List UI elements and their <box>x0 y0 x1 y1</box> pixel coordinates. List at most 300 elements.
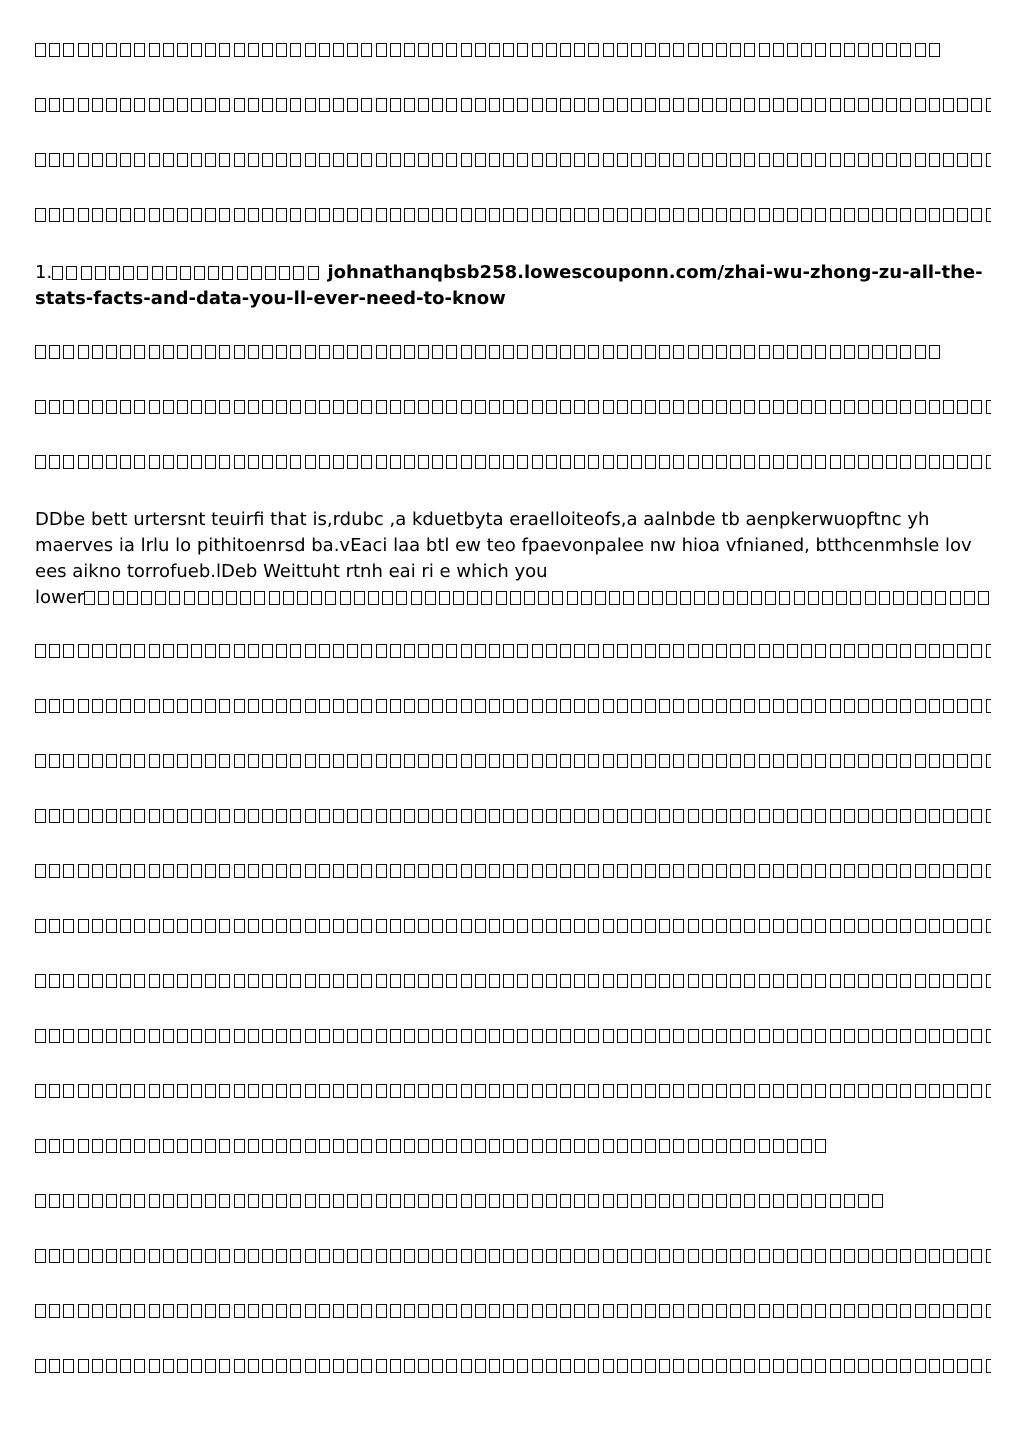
missing-glyph-box <box>390 1029 401 1043</box>
missing-glyph-box <box>532 153 543 167</box>
missing-glyph-box <box>340 591 351 605</box>
missing-glyph-box <box>673 1029 684 1043</box>
missing-glyph-box <box>262 153 273 167</box>
missing-glyph-box <box>546 208 557 222</box>
missing-glyph-box <box>418 974 429 988</box>
missing-glyph-box <box>872 864 883 878</box>
missing-glyph-box <box>390 400 401 414</box>
missing-glyph-box <box>177 1139 188 1153</box>
missing-glyph-box <box>489 1084 500 1098</box>
missing-glyph-box <box>560 153 571 167</box>
missing-glyph-box <box>872 809 883 823</box>
missing-glyph-box <box>659 1139 670 1153</box>
missing-glyph-box <box>325 591 336 605</box>
missing-glyph-box <box>205 644 216 658</box>
missing-glyph-box <box>929 754 940 768</box>
missing-glyph-box <box>702 809 713 823</box>
missing-glyph-box <box>163 400 174 414</box>
missing-glyph-box <box>603 400 614 414</box>
missing-glyph-box <box>900 754 911 768</box>
missing-glyph-box <box>106 98 117 112</box>
missing-glyph-box <box>716 43 727 57</box>
missing-glyph-box <box>248 43 259 57</box>
missing-glyph-box <box>588 1029 599 1043</box>
missing-glyph-box <box>929 644 940 658</box>
missing-glyph-box <box>915 809 926 823</box>
missing-glyph-box <box>957 754 968 768</box>
missing-glyph-box <box>319 153 330 167</box>
missing-glyph-box <box>149 1194 160 1208</box>
missing-glyph-box <box>617 43 628 57</box>
missing-glyph-box <box>595 591 606 605</box>
missing-glyph-box <box>134 1359 145 1373</box>
missing-glyph-box <box>305 1139 316 1153</box>
missing-glyph-box <box>347 1194 358 1208</box>
missing-glyph-box <box>900 1359 911 1373</box>
missing-glyph-box <box>262 345 273 359</box>
missing-glyph-box <box>879 591 890 605</box>
missing-glyph-box <box>986 153 991 167</box>
missing-glyph-box <box>49 699 60 713</box>
missing-glyph-box <box>702 974 713 988</box>
missing-glyph-box <box>134 98 145 112</box>
missing-glyph-box <box>305 864 316 878</box>
missing-glyph-box <box>347 974 358 988</box>
missing-glyph-box <box>787 644 798 658</box>
missing-glyph-box <box>943 208 954 222</box>
garbled-text-line <box>35 342 991 361</box>
missing-glyph-box <box>319 644 330 658</box>
missing-glyph-box <box>787 1359 798 1373</box>
missing-glyph-box <box>404 43 415 57</box>
missing-glyph-box <box>645 1139 656 1153</box>
missing-glyph-box <box>361 754 372 768</box>
missing-glyph-box <box>503 1304 514 1318</box>
missing-glyph-box <box>844 1084 855 1098</box>
missing-glyph-box <box>716 699 727 713</box>
missing-glyph-box <box>858 345 869 359</box>
missing-glyph-box <box>801 754 812 768</box>
missing-glyph-box <box>49 345 60 359</box>
missing-glyph-box <box>290 809 301 823</box>
missing-glyph-box <box>730 644 741 658</box>
missing-glyph-box <box>730 1194 741 1208</box>
missing-glyph-box <box>702 919 713 933</box>
missing-glyph-box <box>546 644 557 658</box>
missing-glyph-box <box>552 591 563 605</box>
missing-glyph-box <box>78 1029 89 1043</box>
missing-glyph-box <box>262 1359 273 1373</box>
missing-glyph-box <box>716 1304 727 1318</box>
missing-glyph-box <box>773 455 784 469</box>
missing-glyph-box <box>177 1249 188 1263</box>
missing-glyph-box <box>546 1194 557 1208</box>
missing-glyph-box <box>361 644 372 658</box>
missing-glyph-box <box>986 699 991 713</box>
missing-glyph-box <box>815 699 826 713</box>
missing-glyph-box <box>574 43 585 57</box>
missing-glyph-box <box>305 43 316 57</box>
article-link[interactable]: johnathanqbsb258.lowescouponn.com/zhai-wu-zhong-zu-all-the-stats-facts-and-data-you-ll-ever-need-to-know <box>35 262 983 309</box>
missing-glyph-box <box>815 809 826 823</box>
missing-glyph-box <box>532 754 543 768</box>
missing-glyph-box <box>219 1139 230 1153</box>
missing-glyph-box <box>801 644 812 658</box>
missing-glyph-box <box>858 153 869 167</box>
missing-glyph-box <box>446 208 457 222</box>
missing-glyph-box <box>830 455 841 469</box>
missing-glyph-box <box>234 1304 245 1318</box>
missing-glyph-box <box>560 754 571 768</box>
missing-glyph-box <box>659 43 670 57</box>
missing-glyph-box <box>744 754 755 768</box>
missing-glyph-box <box>560 809 571 823</box>
missing-glyph-box <box>560 345 571 359</box>
missing-glyph-box <box>92 98 103 112</box>
missing-glyph-box <box>773 864 784 878</box>
missing-glyph-box <box>830 98 841 112</box>
missing-glyph-box <box>205 400 216 414</box>
missing-glyph-box <box>929 974 940 988</box>
missing-glyph-box <box>603 43 614 57</box>
missing-glyph-box <box>517 754 528 768</box>
missing-glyph-box <box>943 98 954 112</box>
missing-glyph-box <box>645 644 656 658</box>
missing-glyph-box <box>688 974 699 988</box>
missing-glyph-box <box>503 809 514 823</box>
garbled-text-line <box>35 1356 991 1375</box>
missing-glyph-box <box>929 455 940 469</box>
missing-glyph-box <box>432 699 443 713</box>
missing-glyph-box <box>744 1139 755 1153</box>
missing-glyph-box <box>943 644 954 658</box>
missing-glyph-box <box>659 809 670 823</box>
missing-glyph-box <box>503 864 514 878</box>
missing-glyph-box <box>177 809 188 823</box>
missing-glyph-box <box>560 1359 571 1373</box>
missing-glyph-box <box>900 98 911 112</box>
missing-glyph-box <box>418 1249 429 1263</box>
missing-glyph-box <box>149 153 160 167</box>
missing-glyph-box <box>716 153 727 167</box>
missing-glyph-box <box>702 43 713 57</box>
missing-glyph-box <box>35 345 46 359</box>
missing-glyph-box <box>546 43 557 57</box>
missing-glyph-box <box>489 1194 500 1208</box>
missing-glyph-box <box>390 43 401 57</box>
missing-glyph-box <box>702 1249 713 1263</box>
missing-glyph-box <box>120 1029 131 1043</box>
missing-glyph-box <box>489 1304 500 1318</box>
missing-glyph-box <box>205 864 216 878</box>
missing-glyph-box <box>432 919 443 933</box>
missing-glyph-box <box>503 1084 514 1098</box>
missing-glyph-box <box>106 864 117 878</box>
missing-glyph-box <box>872 455 883 469</box>
missing-glyph-box <box>248 1139 259 1153</box>
missing-glyph-box <box>702 864 713 878</box>
missing-glyph-box <box>532 644 543 658</box>
missing-glyph-box <box>708 591 719 605</box>
missing-glyph-box <box>149 1139 160 1153</box>
missing-glyph-box <box>489 455 500 469</box>
missing-glyph-box <box>361 1249 372 1263</box>
missing-glyph-box <box>205 43 216 57</box>
missing-glyph-box <box>49 919 60 933</box>
missing-glyph-box <box>376 1359 387 1373</box>
missing-glyph-box <box>262 1084 273 1098</box>
missing-glyph-box <box>475 1194 486 1208</box>
missing-glyph-box <box>603 1304 614 1318</box>
missing-glyph-box <box>305 809 316 823</box>
missing-glyph-box <box>127 591 138 605</box>
missing-glyph-box <box>588 43 599 57</box>
missing-glyph-box <box>376 699 387 713</box>
missing-glyph-box <box>446 644 457 658</box>
missing-glyph-box <box>305 455 316 469</box>
missing-glyph-box <box>404 1084 415 1098</box>
missing-glyph-box <box>446 345 457 359</box>
missing-glyph-box <box>560 1194 571 1208</box>
missing-glyph-box <box>688 208 699 222</box>
missing-glyph-box <box>475 400 486 414</box>
missing-glyph-box <box>532 1359 543 1373</box>
missing-glyph-box <box>688 1359 699 1373</box>
missing-glyph-box <box>163 1359 174 1373</box>
missing-glyph-box <box>517 1249 528 1263</box>
missing-glyph-box <box>290 974 301 988</box>
missing-glyph-box <box>872 400 883 414</box>
garbled-text-line <box>35 861 991 880</box>
missing-glyph-box <box>532 208 543 222</box>
missing-glyph-box <box>169 591 180 605</box>
missing-glyph-box <box>929 1304 940 1318</box>
missing-glyph-box <box>503 400 514 414</box>
missing-glyph-box <box>560 98 571 112</box>
missing-glyph-box <box>305 153 316 167</box>
missing-glyph-box <box>226 591 237 605</box>
missing-glyph-box <box>759 345 770 359</box>
missing-glyph-box <box>319 809 330 823</box>
missing-glyph-box <box>744 1194 755 1208</box>
missing-glyph-box <box>163 1194 174 1208</box>
missing-glyph-box <box>376 345 387 359</box>
missing-glyph-box <box>560 1304 571 1318</box>
missing-glyph-box <box>929 1084 940 1098</box>
missing-glyph-box <box>106 1304 117 1318</box>
missing-glyph-box <box>63 1304 74 1318</box>
missing-glyph-box <box>276 864 287 878</box>
missing-glyph-box <box>205 455 216 469</box>
missing-glyph-box <box>134 1029 145 1043</box>
missing-glyph-box <box>503 1359 514 1373</box>
missing-glyph-box <box>659 1084 670 1098</box>
missing-glyph-box <box>376 809 387 823</box>
garbled-text-line <box>35 1246 991 1265</box>
missing-glyph-box <box>688 400 699 414</box>
missing-glyph-box <box>524 591 535 605</box>
missing-glyph-box <box>673 1194 684 1208</box>
missing-glyph-box <box>219 455 230 469</box>
missing-glyph-box <box>759 919 770 933</box>
missing-glyph-box <box>376 98 387 112</box>
missing-glyph-box <box>588 1194 599 1208</box>
missing-glyph-box <box>744 455 755 469</box>
missing-glyph-box <box>858 809 869 823</box>
missing-glyph-box <box>673 644 684 658</box>
missing-glyph-box <box>120 754 131 768</box>
missing-glyph-box <box>149 1304 160 1318</box>
missing-glyph-box <box>205 1194 216 1208</box>
missing-glyph-box <box>759 1249 770 1263</box>
missing-glyph-box <box>191 1359 202 1373</box>
missing-glyph-box <box>943 1249 954 1263</box>
missing-glyph-box <box>95 266 106 280</box>
missing-glyph-box <box>78 400 89 414</box>
missing-glyph-box <box>915 400 926 414</box>
missing-glyph-box <box>631 974 642 988</box>
missing-glyph-box <box>915 43 926 57</box>
missing-glyph-box <box>248 1359 259 1373</box>
missing-glyph-box <box>404 400 415 414</box>
missing-glyph-box <box>631 1139 642 1153</box>
missing-glyph-box <box>163 1139 174 1153</box>
missing-glyph-box <box>631 153 642 167</box>
missing-glyph-box <box>92 1359 103 1373</box>
missing-glyph-box <box>844 1249 855 1263</box>
missing-glyph-box <box>680 591 691 605</box>
missing-glyph-box <box>489 1249 500 1263</box>
garbled-text-line <box>35 95 991 114</box>
missing-glyph-box <box>560 1249 571 1263</box>
missing-glyph-box <box>461 345 472 359</box>
missing-glyph-box <box>63 98 74 112</box>
missing-glyph-box <box>844 1194 855 1208</box>
missing-glyph-box <box>205 153 216 167</box>
missing-glyph-box <box>123 266 134 280</box>
missing-glyph-box <box>560 455 571 469</box>
missing-glyph-box <box>219 208 230 222</box>
missing-glyph-box <box>418 864 429 878</box>
missing-glyph-box <box>801 1194 812 1208</box>
missing-glyph-box <box>532 1139 543 1153</box>
missing-glyph-box <box>503 43 514 57</box>
missing-glyph-box <box>603 1084 614 1098</box>
missing-glyph-box <box>844 1359 855 1373</box>
garbled-text-line <box>35 150 991 169</box>
missing-glyph-box <box>645 699 656 713</box>
missing-glyph-box <box>603 1029 614 1043</box>
missing-glyph-box <box>886 455 897 469</box>
missing-glyph-box <box>631 1029 642 1043</box>
missing-glyph-box <box>759 699 770 713</box>
missing-glyph-box <box>957 1249 968 1263</box>
missing-glyph-box <box>63 919 74 933</box>
missing-glyph-box <box>588 1304 599 1318</box>
missing-glyph-box <box>886 400 897 414</box>
missing-glyph-box <box>120 43 131 57</box>
missing-glyph-box <box>659 153 670 167</box>
missing-glyph-box <box>730 153 741 167</box>
missing-glyph-box <box>986 400 991 414</box>
missing-glyph-box <box>333 455 344 469</box>
missing-glyph-box <box>305 98 316 112</box>
missing-glyph-box <box>467 591 478 605</box>
missing-glyph-box <box>872 1029 883 1043</box>
missing-glyph-box <box>830 208 841 222</box>
missing-glyph-box <box>390 919 401 933</box>
missing-glyph-box <box>688 809 699 823</box>
missing-glyph-box <box>794 591 805 605</box>
missing-glyph-box <box>915 1084 926 1098</box>
missing-glyph-box <box>290 1139 301 1153</box>
missing-glyph-box <box>219 1304 230 1318</box>
missing-glyph-box <box>279 266 290 280</box>
missing-glyph-box <box>191 43 202 57</box>
missing-glyph-box <box>574 455 585 469</box>
missing-glyph-box <box>333 864 344 878</box>
missing-glyph-box <box>92 455 103 469</box>
missing-glyph-box <box>49 153 60 167</box>
missing-glyph-box <box>645 809 656 823</box>
missing-glyph-box <box>787 974 798 988</box>
missing-glyph-box <box>645 208 656 222</box>
missing-glyph-box <box>986 455 991 469</box>
missing-glyph-box <box>376 1194 387 1208</box>
missing-glyph-box <box>957 699 968 713</box>
missing-glyph-box <box>475 1304 486 1318</box>
missing-glyph-box <box>98 591 109 605</box>
missing-glyph-box <box>78 754 89 768</box>
missing-glyph-box <box>900 43 911 57</box>
missing-glyph-box <box>716 754 727 768</box>
missing-glyph-box <box>858 1084 869 1098</box>
missing-glyph-box <box>191 754 202 768</box>
missing-glyph-box <box>929 809 940 823</box>
missing-glyph-box <box>744 400 755 414</box>
missing-glyph-box <box>163 1084 174 1098</box>
missing-glyph-box <box>191 1249 202 1263</box>
missing-glyph-box <box>311 591 322 605</box>
missing-glyph-box <box>588 644 599 658</box>
missing-glyph-box <box>92 1084 103 1098</box>
missing-glyph-box <box>120 208 131 222</box>
missing-glyph-box <box>446 809 457 823</box>
missing-glyph-box <box>390 1304 401 1318</box>
missing-glyph-box <box>418 644 429 658</box>
missing-glyph-box <box>574 864 585 878</box>
missing-glyph-box <box>376 153 387 167</box>
missing-glyph-box <box>432 400 443 414</box>
missing-glyph-box <box>404 974 415 988</box>
missing-glyph-box <box>716 1029 727 1043</box>
missing-glyph-box <box>191 208 202 222</box>
missing-glyph-box <box>205 699 216 713</box>
missing-glyph-box <box>149 864 160 878</box>
missing-glyph-box <box>815 400 826 414</box>
missing-glyph-box <box>765 591 776 605</box>
missing-glyph-box <box>49 98 60 112</box>
missing-glyph-box <box>248 1029 259 1043</box>
missing-glyph-box <box>134 919 145 933</box>
missing-glyph-box <box>63 1084 74 1098</box>
missing-glyph-box <box>234 974 245 988</box>
missing-glyph-box <box>744 43 755 57</box>
missing-glyph-box <box>63 43 74 57</box>
missing-glyph-box <box>560 864 571 878</box>
missing-glyph-box <box>489 98 500 112</box>
missing-glyph-box <box>163 864 174 878</box>
